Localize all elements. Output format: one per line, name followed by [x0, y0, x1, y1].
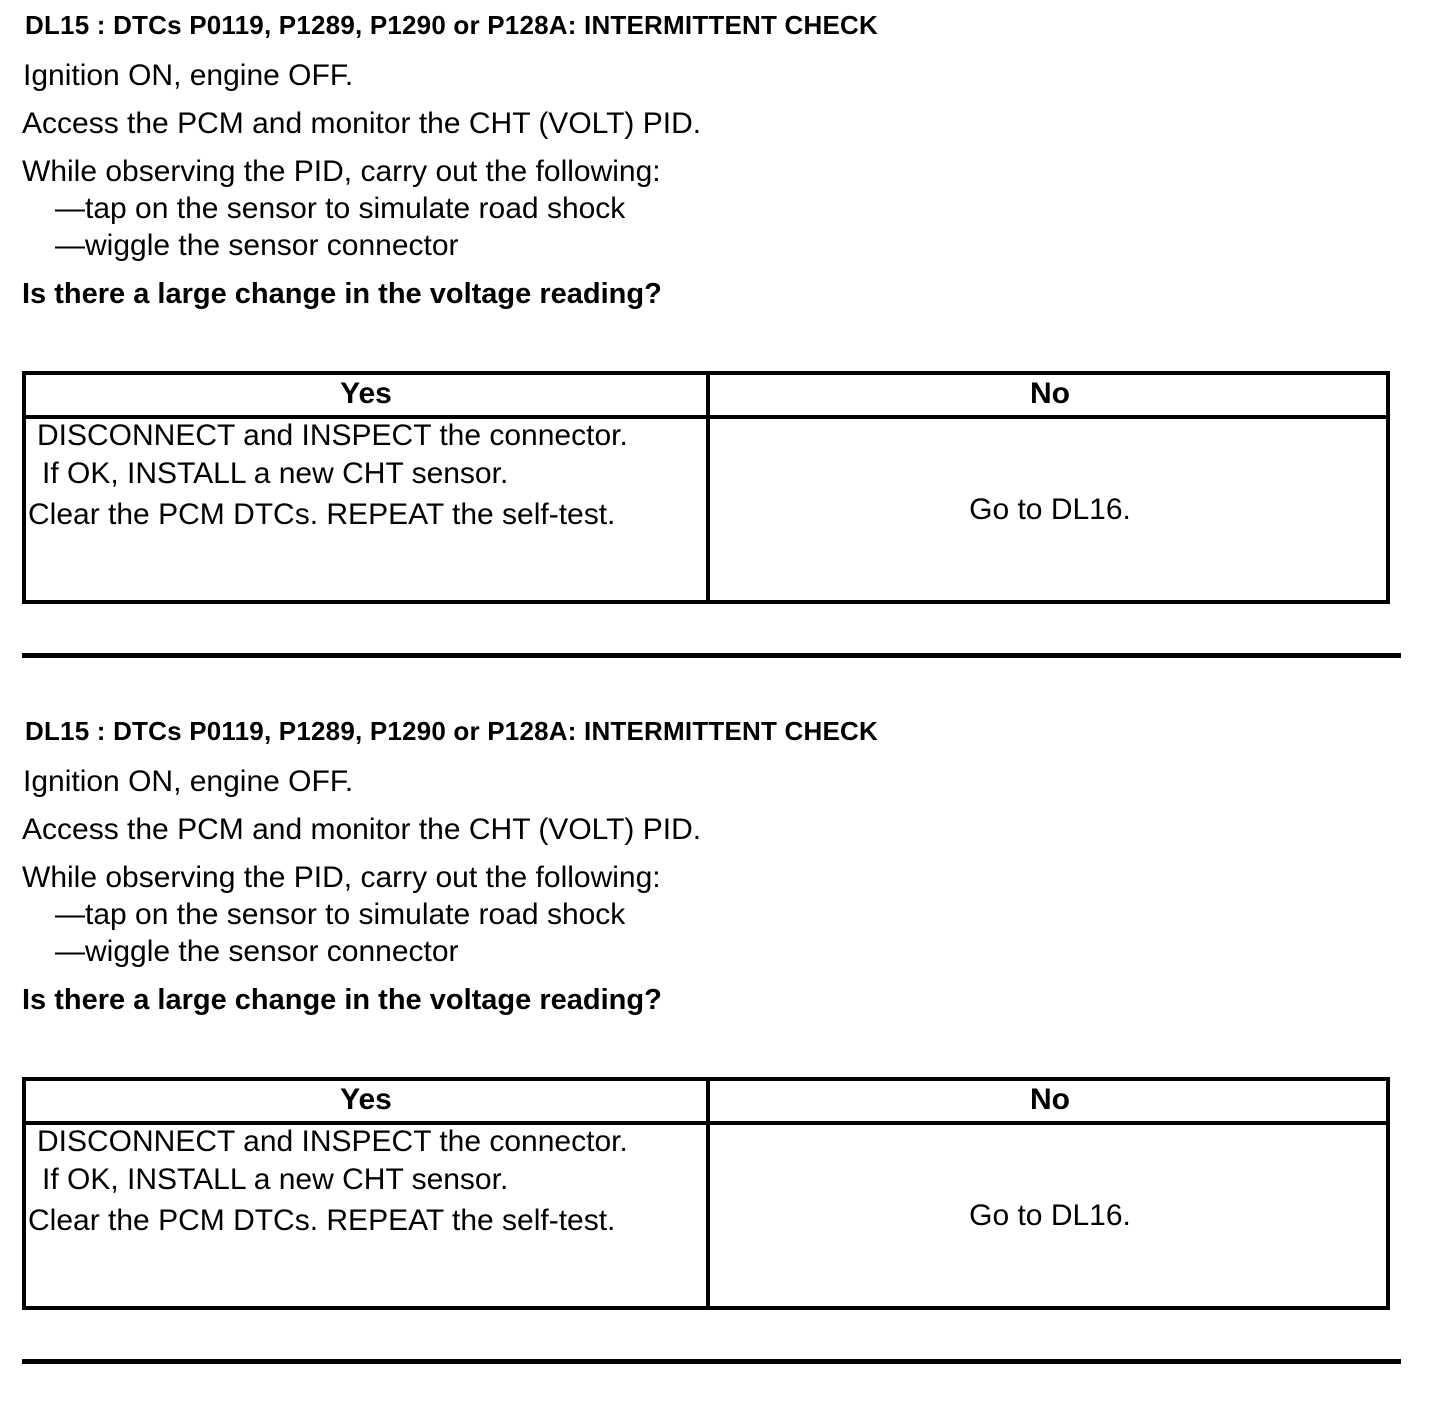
step-instruction: While observing the PID, carry out the following:: [22, 861, 661, 894]
yes-action-line: DISCONNECT and INSPECT the connector.: [37, 1125, 628, 1158]
step-question: Is there a large change in the voltage reading?: [22, 984, 662, 1016]
section-divider-rule: [22, 1359, 1401, 1364]
no-column-header: No: [1030, 1083, 1070, 1116]
section-divider-rule: [22, 653, 1401, 658]
step-sub-instruction: —tap on the sensor to simulate road shock: [55, 898, 626, 931]
no-column-header: No: [1030, 377, 1070, 410]
yes-column-header: Yes: [340, 1083, 392, 1116]
step-instruction: Access the PCM and monitor the CHT (VOLT) PID.: [22, 813, 702, 846]
yes-action-line: DISCONNECT and INSPECT the connector.: [37, 419, 628, 452]
no-action: Go to DL16.: [969, 1199, 1131, 1232]
test-step-section-2: [0, 706, 1440, 1412]
decision-table: [22, 371, 1390, 604]
step-sub-instruction: —tap on the sensor to simulate road shock: [55, 192, 626, 225]
step-question: Is there a large change in the voltage reading?: [22, 278, 662, 310]
step-instruction: While observing the PID, carry out the following:: [22, 155, 661, 188]
yes-column-header: Yes: [340, 377, 392, 410]
yes-action-line: Clear the PCM DTCs. REPEAT the self-test.: [28, 1204, 616, 1237]
yes-action-line: If OK, INSTALL a new CHT sensor.: [42, 1163, 509, 1196]
yes-action-line: If OK, INSTALL a new CHT sensor.: [42, 457, 509, 490]
step-sub-instruction: —wiggle the sensor connector: [55, 935, 459, 968]
step-instruction: Ignition ON, engine OFF.: [23, 765, 354, 798]
yes-action-line: Clear the PCM DTCs. REPEAT the self-test.: [28, 498, 616, 531]
step-sub-instruction: —wiggle the sensor connector: [55, 229, 459, 262]
step-heading: DL15 : DTCs P0119, P1289, P1290 or P128A: INTERMITTENT CHECK: [25, 10, 878, 40]
step-instruction: Access the PCM and monitor the CHT (VOLT) PID.: [22, 107, 702, 140]
no-action: Go to DL16.: [969, 493, 1131, 526]
step-heading: DL15 : DTCs P0119, P1289, P1290 or P128A: INTERMITTENT CHECK: [25, 716, 878, 746]
decision-table: [22, 1077, 1390, 1310]
step-instruction: Ignition ON, engine OFF.: [23, 59, 354, 92]
